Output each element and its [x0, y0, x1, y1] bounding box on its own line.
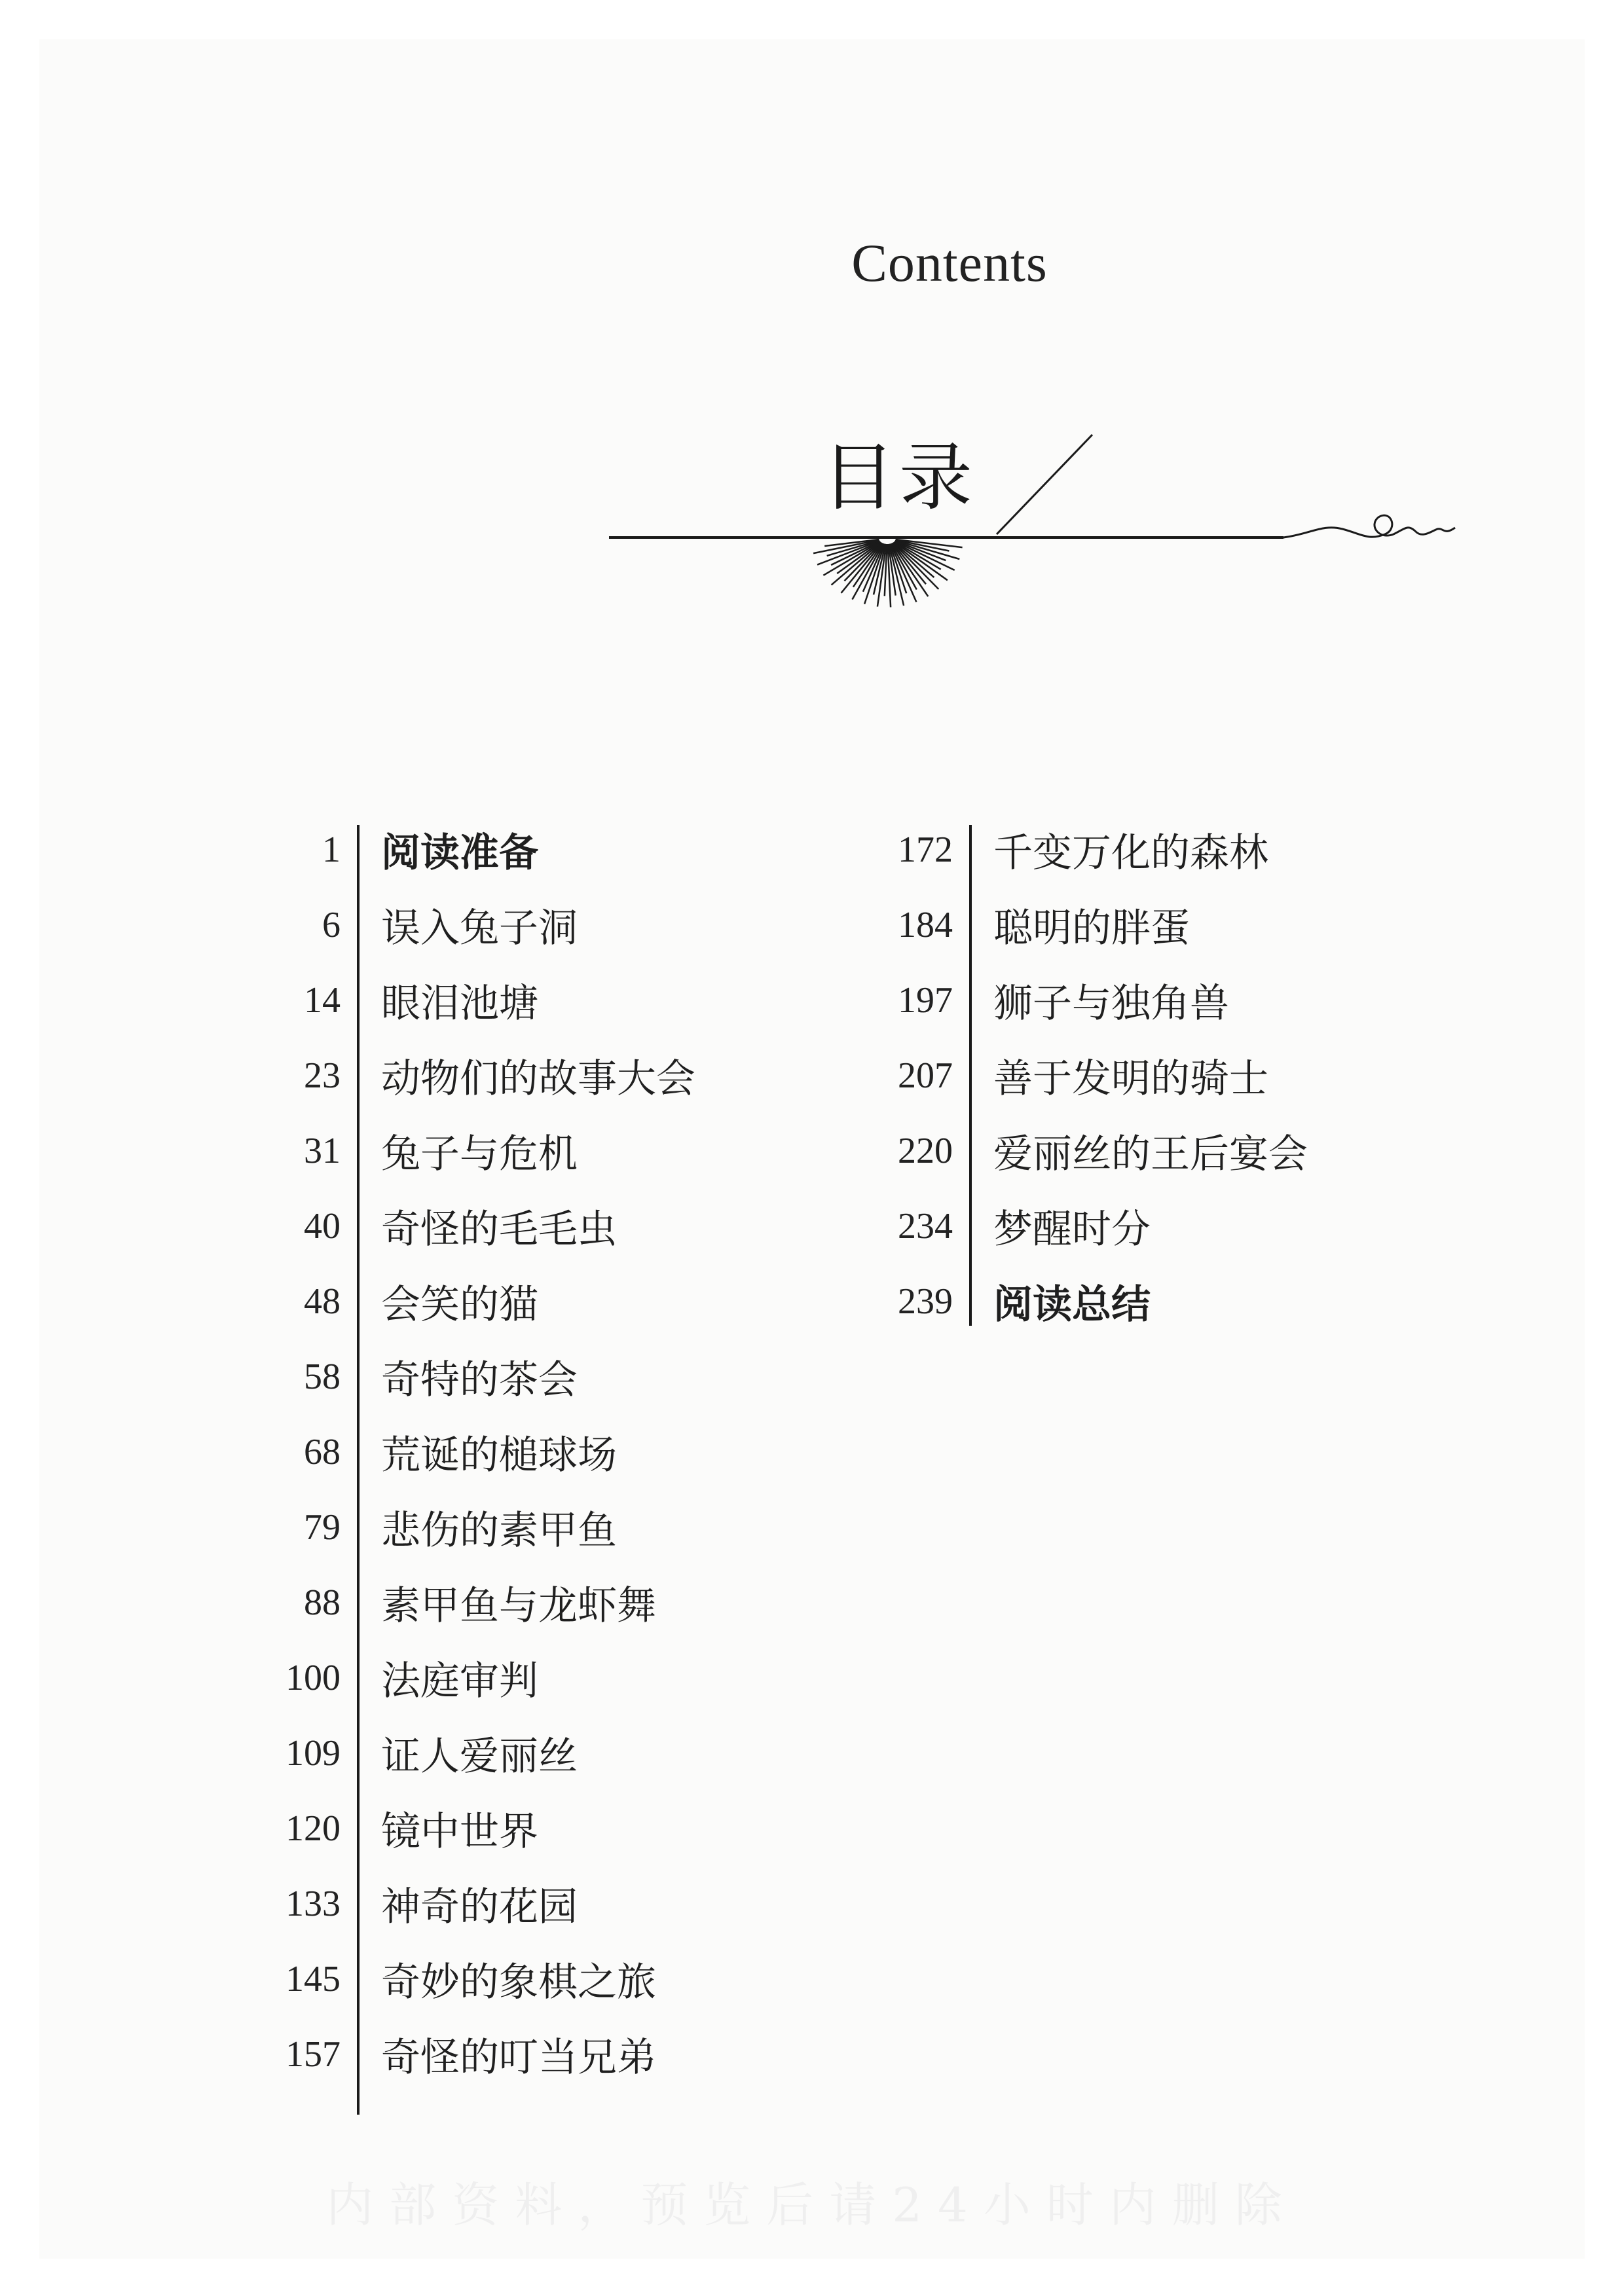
toc-entry [236, 1791, 825, 1866]
watermark: 内部资料，预览后请24小时内删除 [326, 2178, 1298, 2232]
toc-entry [236, 1188, 825, 1264]
toc-page-number: 145 [286, 1958, 341, 1999]
toc-page-number: 184 [898, 904, 953, 945]
toc-chapter-title: 法庭审判 [381, 1658, 538, 1704]
toc-page-number: 40 [304, 1205, 341, 1247]
toc-chapter-title: 奇怪的叮当兄弟 [381, 2034, 656, 2081]
title-ornament [589, 419, 1480, 629]
toc-entry [845, 1038, 1434, 1113]
toc-entry [845, 887, 1434, 962]
toc-page-number: 31 [304, 1130, 341, 1171]
toc-entry [236, 1038, 825, 1113]
toc-page-number: 79 [304, 1506, 341, 1548]
toc-chapter-title: 狮子与独角兽 [993, 980, 1229, 1027]
toc-chapter-title: 悲伤的素甲鱼 [381, 1507, 617, 1554]
toc-chapter-title: 神奇的花园 [381, 1884, 578, 1930]
toc-entry [236, 1715, 825, 1791]
toc-entry [236, 2016, 825, 2092]
toc-page-number: 239 [898, 1281, 953, 1322]
toc-page-number: 1 [322, 829, 341, 870]
toc-chapter-title: 证人爱丽丝 [381, 1733, 578, 1779]
contents-title: Contents [851, 233, 1048, 293]
toc-left-column [236, 812, 825, 2092]
toc-page-number: 68 [304, 1431, 341, 1472]
toc-entry [236, 1640, 825, 1715]
toc-chapter-title: 千变万化的森林 [993, 829, 1268, 876]
toc-entry [236, 1264, 825, 1339]
toc-chapter-title: 素甲鱼与龙虾舞 [381, 1582, 656, 1629]
toc-entry [845, 812, 1434, 887]
chinese-title: 目录 [822, 435, 976, 520]
toc-page-number: 207 [898, 1055, 953, 1096]
toc-entry [236, 1489, 825, 1565]
toc-entry [236, 1113, 825, 1188]
toc-entry [236, 887, 825, 962]
toc-page-number: 157 [286, 2033, 341, 2075]
toc-page-number: 100 [286, 1657, 341, 1698]
toc-page-number: 197 [898, 979, 953, 1021]
toc-page-number: 23 [304, 1055, 341, 1096]
toc-chapter-title: 奇妙的象棋之旅 [381, 1959, 656, 2005]
toc-chapter-title: 眼泪池塘 [381, 980, 538, 1027]
toc-page-number: 133 [286, 1883, 341, 1924]
toc-page-number: 234 [898, 1205, 953, 1247]
toc-entry [236, 1941, 825, 2016]
toc-chapter-title: 奇特的茶会 [381, 1357, 578, 1403]
toc-chapter-title: 梦醒时分 [993, 1206, 1151, 1252]
toc-chapter-title: 阅读总结 [993, 1281, 1151, 1328]
toc-page-number: 109 [286, 1732, 341, 1774]
toc-page-number: 120 [286, 1808, 341, 1849]
toc-chapter-title: 兔子与危机 [381, 1131, 578, 1177]
toc-entry [236, 812, 825, 887]
toc-right-column [845, 812, 1434, 1339]
toc-entry [236, 1565, 825, 1640]
toc-page-number: 220 [898, 1130, 953, 1171]
toc-page-number: 88 [304, 1582, 341, 1623]
toc-page-number: 58 [304, 1356, 341, 1397]
toc-chapter-title: 会笑的猫 [381, 1281, 538, 1328]
toc-entry [845, 962, 1434, 1038]
toc-chapter-title: 善于发明的骑士 [993, 1055, 1268, 1102]
toc-chapter-title: 镜中世界 [381, 1808, 538, 1855]
toc-entry [236, 1866, 825, 1941]
toc-chapter-title: 阅读准备 [381, 829, 538, 876]
toc-chapter-title: 奇怪的毛毛虫 [381, 1206, 617, 1252]
toc-entry [845, 1188, 1434, 1264]
toc-entry [236, 1339, 825, 1414]
toc-page-number: 172 [898, 829, 953, 870]
toc-chapter-title: 爱丽丝的王后宴会 [993, 1131, 1308, 1177]
toc-entry [845, 1264, 1434, 1339]
toc-chapter-title: 动物们的故事大会 [381, 1055, 695, 1102]
toc-entry [236, 1414, 825, 1489]
toc-page-number: 6 [322, 904, 341, 945]
toc-chapter-title: 聪明的胖蛋 [993, 905, 1190, 951]
toc-page-number: 48 [304, 1281, 341, 1322]
toc-page-number: 14 [304, 979, 341, 1021]
toc-chapter-title: 误入兔子洞 [381, 905, 578, 951]
toc-chapter-title: 荒诞的槌球场 [381, 1432, 617, 1478]
toc-entry [845, 1113, 1434, 1188]
toc-entry [236, 962, 825, 1038]
